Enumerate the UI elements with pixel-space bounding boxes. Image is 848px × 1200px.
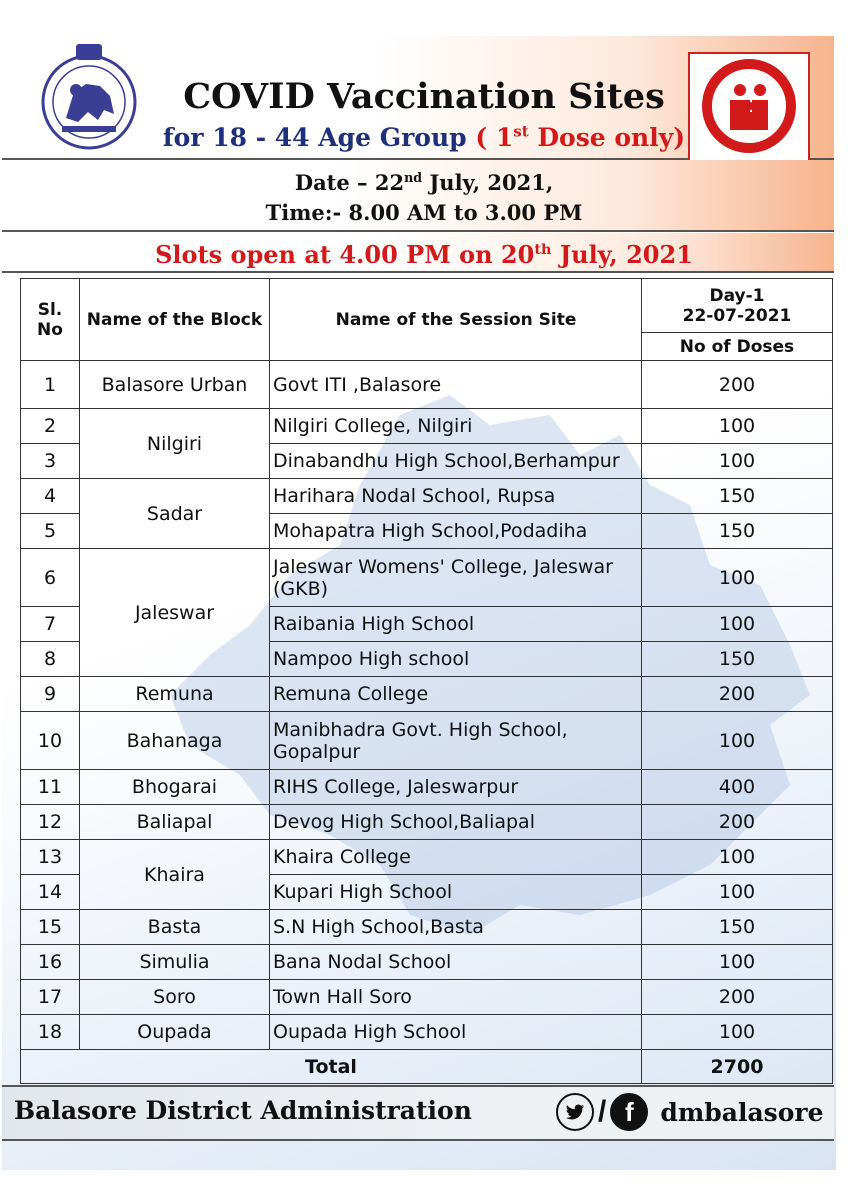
page-title: COVID Vaccination Sites [183,76,665,117]
row-doses: 200 [642,980,833,1015]
row-doses: 100 [642,945,833,980]
header-session-site: Name of the Session Site [270,279,642,361]
row-session-site: RIHS College, Jaleswarpur [270,770,642,805]
total-doses: 2700 [642,1050,833,1084]
table-row [21,549,833,607]
table-row [21,712,833,770]
row-sl-no: 16 [21,945,80,980]
table-row [21,805,833,840]
row-block-name: Sadar [80,479,270,549]
row-sl-no: 8 [21,642,80,677]
row-sl-no: 2 [21,409,80,444]
row-block-name: Remuna [80,677,270,712]
row-session-site: Manibhadra Govt. High School, Gopalpur [270,712,642,770]
total-row [21,1050,833,1084]
row-sl-no: 1 [21,361,80,409]
row-session-site: Remuna College [270,677,642,712]
row-block-name: Oupada [80,1015,270,1050]
table-row [21,840,833,875]
table-row [21,677,833,712]
row-session-site: Mohapatra High School,Podadiha [270,514,642,549]
row-doses: 100 [642,409,833,444]
row-block-name: Nilgiri [80,409,270,479]
table-body [21,361,833,1084]
footer-admin-label: Balasore District Administration [14,1096,472,1125]
row-block-name: Soro [80,980,270,1015]
dose-note: ( 1st Dose only) [475,122,686,152]
row-session-site: Oupada High School [270,1015,642,1050]
session-time: Time:- 8.00 AM to 3.00 PM [265,200,583,225]
total-label: Total [21,1050,642,1084]
table-row [21,945,833,980]
slots-open-notice: Slots open at 4.00 PM on 20th July, 2021 [155,240,693,269]
row-sl-no: 11 [21,770,80,805]
row-doses: 100 [642,712,833,770]
slash-separator: / [598,1095,607,1128]
row-session-site: Jaleswar Womens' College, Jaleswar (GKB) [270,549,642,607]
row-block-name: Baliapal [80,805,270,840]
row-session-site: Raibania High School [270,607,642,642]
twitter-icon[interactable] [556,1093,594,1131]
table-row [21,409,833,444]
table-row [21,980,833,1015]
row-block-name: Simulia [80,945,270,980]
session-date: Date – 22nd July, 2021, [294,170,554,195]
row-doses: 400 [642,770,833,805]
table-row [21,361,833,409]
nhm-logo [688,52,810,162]
header-sl-no: Sl. No [21,279,80,361]
row-block-name: Bahanaga [80,712,270,770]
row-block-name: Bhogarai [80,770,270,805]
row-sl-no: 13 [21,840,80,875]
row-block-name: Basta [80,910,270,945]
row-doses: 100 [642,840,833,875]
row-session-site: Nilgiri College, Nilgiri [270,409,642,444]
age-group-text: for 18 - 44 Age Group [162,123,467,152]
row-session-site: Kupari High School [270,875,642,910]
row-session-site: Khaira College [270,840,642,875]
row-block-name: Khaira [80,840,270,910]
row-session-site: Nampoo High school [270,642,642,677]
row-sl-no: 5 [21,514,80,549]
row-doses: 100 [642,549,833,607]
row-doses: 200 [642,677,833,712]
row-doses: 150 [642,479,833,514]
vaccination-sites-table [20,278,833,1084]
row-doses: 100 [642,1015,833,1050]
social-handle[interactable]: dmbalasore [660,1097,824,1127]
row-block-name: Jaleswar [80,549,270,677]
row-session-site: Harihara Nodal School, Rupsa [270,479,642,514]
row-sl-no: 12 [21,805,80,840]
row-doses: 100 [642,444,833,479]
row-session-site: Dinabandhu High School,Berhampur [270,444,642,479]
row-sl-no: 15 [21,910,80,945]
row-session-site: Town Hall Soro [270,980,642,1015]
table-row [21,1015,833,1050]
row-doses: 200 [642,361,833,409]
social-handles [556,1092,823,1132]
row-doses: 150 [642,642,833,677]
table-row [21,910,833,945]
row-session-site: S.N High School,Basta [270,910,642,945]
row-sl-no: 10 [21,712,80,770]
row-sl-no: 6 [21,549,80,607]
table-row [21,770,833,805]
row-sl-no: 18 [21,1015,80,1050]
row-doses: 100 [642,875,833,910]
row-sl-no: 14 [21,875,80,910]
row-sl-no: 4 [21,479,80,514]
row-sl-no: 9 [21,677,80,712]
table-row [21,479,833,514]
nhm-figures-icon [690,54,808,160]
row-doses: 100 [642,607,833,642]
row-block-name: Balasore Urban [80,361,270,409]
row-session-site: Devog High School,Baliapal [270,805,642,840]
header-doses: No of Doses [642,333,833,361]
header-day-date: Day-1 22-07-2021 [642,279,833,333]
row-sl-no: 17 [21,980,80,1015]
row-doses: 200 [642,805,833,840]
row-doses: 150 [642,514,833,549]
row-session-site: Govt ITI ,Balasore [270,361,642,409]
facebook-icon[interactable]: f [610,1093,648,1131]
header-block: Name of the Block [80,279,270,361]
row-sl-no: 3 [21,444,80,479]
row-session-site: Bana Nodal School [270,945,642,980]
row-doses: 150 [642,910,833,945]
row-sl-no: 7 [21,607,80,642]
